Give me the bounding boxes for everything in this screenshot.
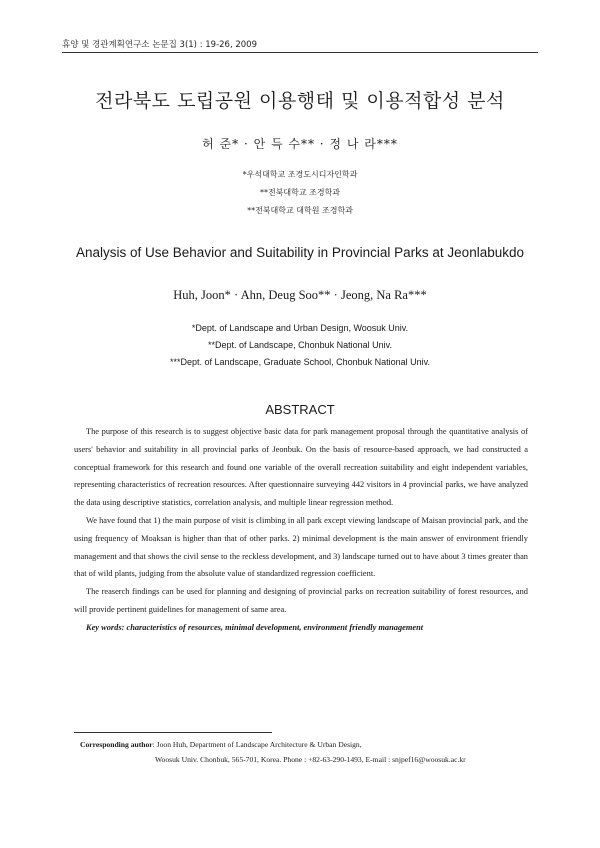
journal-header: 휴양 및 경관계획연구소 논문집 3(1) : 19-26, 2009 [62, 40, 258, 50]
korean-affiliation-3: **전북대학교 대학원 조경학과 [247, 206, 353, 215]
korean-authors: 허 준* · 안 득 수** · 정 나 라*** [202, 137, 398, 151]
header-divider [62, 52, 538, 53]
korean-title: 전라북도 도립공원 이용행태 및 이용적합성 분석 [95, 90, 505, 112]
english-affiliation-1: *Dept. of Landscape and Urban Design, Woosuk Univ. [191, 323, 409, 333]
footnote-divider [74, 732, 272, 733]
korean-affiliation-2: **전북대학교 조경학과 [259, 188, 341, 197]
keywords: Key words: characteristics of resources, minimal development, environment friendly management [86, 622, 424, 632]
abstract-paragraph-3: The reaserch findings can be used for planning and designing of provincial parks on recreation suitability of forest resources, and will provide pertinent guidelines for management of same area. [74, 587, 528, 614]
english-affiliation-3: ***Dept. of Landscape, Graduate School, Chonbuk National Univ. [170, 357, 430, 367]
korean-affiliation-1: *우석대학교 조경도시디자인학과 [242, 170, 358, 179]
abstract-paragraph-1: The purpose of this research is to suggest objective basic data for park management proposal through the quantitative analysis of users' behavior and suitability in all provincial parks of Jeonbuk. On the basis of resource-based approach, we had constructed a conceptual framework for this research and found one variable of the overall recreation suitability and eight independent variables, representing characteristics of recreation resources. After questionnaire surveying 442 visitors in 4 provincial parks, we have analyzed the data using descriptive statistics, correlation analysis, and multiple linear regression method. [74, 427, 528, 508]
footnote-line-1: : Joon Huh, Department of Landscape Architecture & Urban Design, [152, 740, 362, 749]
korean-affiliations [0, 166, 600, 220]
corresponding-author-footnote [80, 737, 550, 767]
english-title: Analysis of Use Behavior and Suitability in Provincial Parks at Jeonlabukdo [76, 245, 524, 260]
abstract-heading: ABSTRACT [265, 402, 335, 417]
footnote-line-2: Woosuk Univ. Chonbuk, 565-701, Korea. Phone : +82-63-290-1493, E-mail : snjpef16@woosuk.ac.kr [155, 755, 466, 764]
english-affiliation-2: **Dept. of Landscape, Chonbuk National Univ. [208, 340, 392, 350]
abstract-body [74, 423, 528, 637]
abstract-paragraph-2: We have found that 1) the main purpose of visit is climbing in all park except viewing landscape of Maisan provincial park, and the using frequency of Moaksan is higher than that of other parks. 2) minimal development is the main answer of environment friendly management and that shows the civil sense to the reckless development, and 3) landscape turned out to have about 3 times greater than that of wild plants, judging from the absolute value of standardized regression coefficient. [74, 515, 528, 579]
footnote-label: Corresponding author [80, 740, 153, 749]
english-affiliations [0, 320, 600, 371]
english-authors: Huh, Joon* · Ahn, Deug Soo** · Jeong, Na Ra*** [173, 288, 427, 302]
